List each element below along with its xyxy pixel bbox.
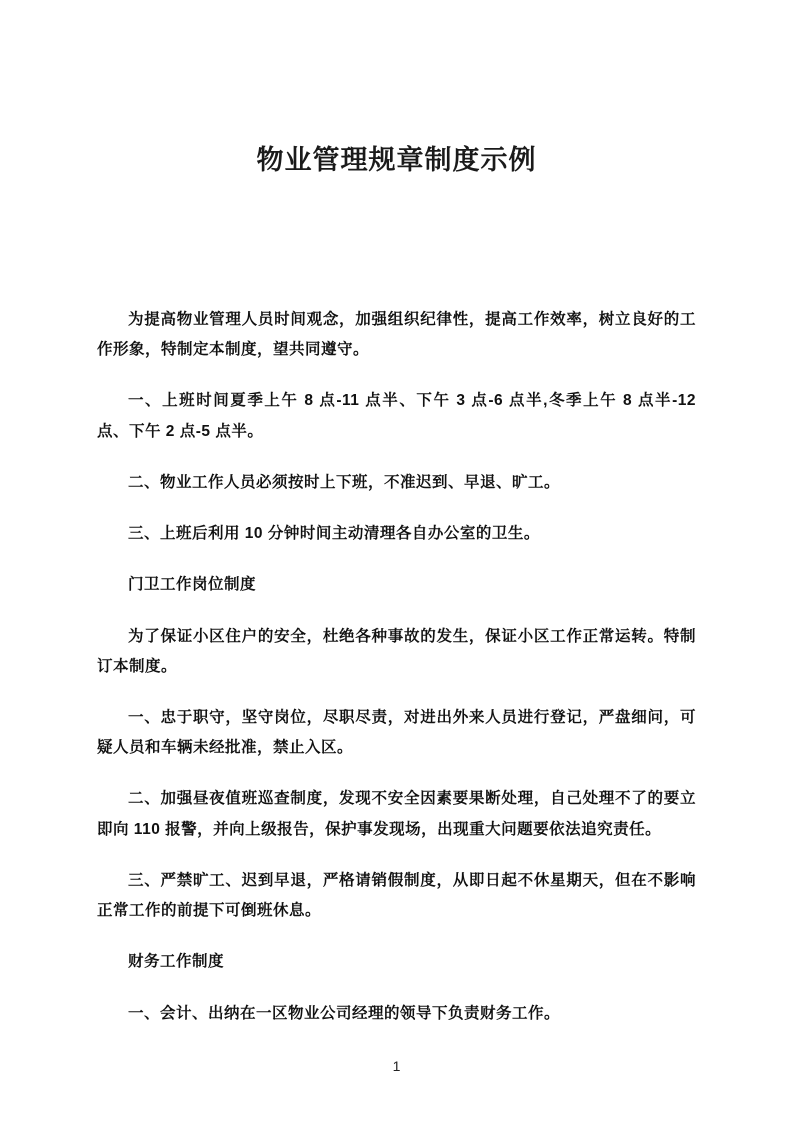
paragraph-guard-rule-2: 二、加强昼夜值班巡查制度，发现不安全因素要果断处理，自己处理不了的要立即向 110 报警，并向上级报告，保护事发现场，出现重大问题要依法追究责任。 xyxy=(97,790,696,838)
paragraph-guard-rule-3: 三、严禁旷工、迟到早退，严格请销假制度，从即日起不休星期天，但在不影响正常工作的前提下可倒班休息。 xyxy=(97,871,696,920)
section-heading-guard-duty: 门卫工作岗位制度 xyxy=(128,576,257,594)
document-title: 物业管理规章制度示例 xyxy=(256,145,537,175)
document-body xyxy=(97,305,696,1029)
page-number: 1 xyxy=(392,1058,401,1074)
paragraph-guard-intro: 为了保证小区住户的安全，杜绝各种事故的发生，保证小区工作正常运转。特制订本制度。 xyxy=(97,627,696,675)
paragraph-rule-3-cleaning: 三、上班后利用 10 分钟时间主动清理各自办公室的卫生。 xyxy=(128,525,540,543)
section-heading-finance: 财务工作制度 xyxy=(128,953,225,971)
paragraph-intro: 为提高物业管理人员时间观念，加强组织纪律性，提高工作效率，树立良好的工作形象，特制定本制度，望共同遵守。 xyxy=(97,311,696,359)
paragraph-rule-2-punctuality: 二、物业工作人员必须按时上下班，不准迟到、早退、旷工。 xyxy=(128,473,561,491)
paragraph-guard-rule-1: 一、忠于职守，坚守岗位，尽职尽责，对进出外来人员进行登记，严盘细问，可疑人员和车辆未经批准，禁止入区。 xyxy=(97,708,696,757)
paragraph-finance-rule-1: 一、会计、出纳在一区物业公司经理的领导下负责财务工作。 xyxy=(128,1004,561,1022)
paragraph-rule-1-work-hours: 一、上班时间夏季上午 8 点-11 点半、下午 3 点-6 点半,冬季上午 8 点半-12 点、下午 2 点-5 点半。 xyxy=(97,392,696,440)
